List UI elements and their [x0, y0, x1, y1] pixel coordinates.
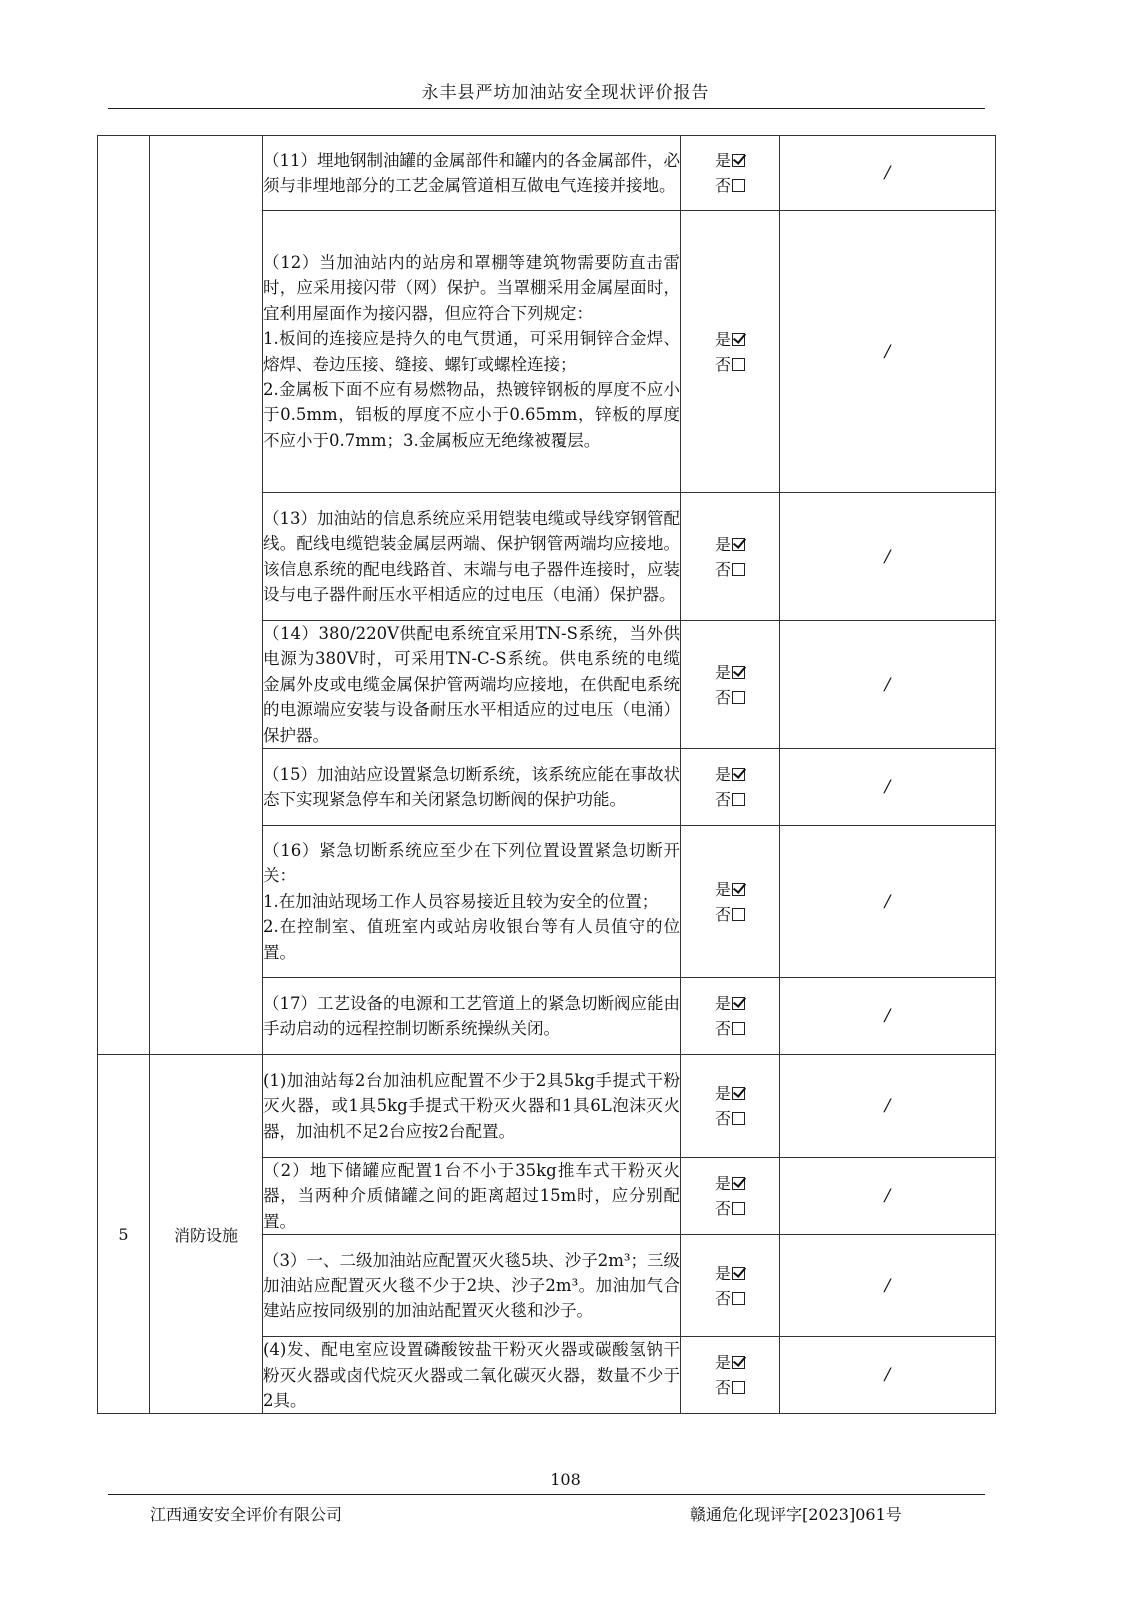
result-cell: / [780, 978, 996, 1055]
compliance-check [681, 1158, 780, 1235]
empty-box-icon [732, 1381, 745, 1394]
check-option-no [681, 557, 779, 582]
empty-box-icon [732, 793, 745, 806]
empty-box-icon [732, 179, 745, 192]
check-option-yes [681, 1350, 779, 1375]
empty-box-icon [732, 1112, 745, 1125]
section-category: 消防设施 [150, 1055, 263, 1414]
checked-box-icon [732, 1087, 745, 1100]
check-label-no: 否 [714, 1378, 731, 1398]
requirement-line: （17）工艺设备的电源和工艺管道上的紧急切断阀应能由手动启动的远程控制切断系统操纵关闭。 [263, 993, 680, 1039]
check-label-yes: 是 [714, 1263, 731, 1283]
requirement-line: 1.在加油站现场工作人员容易接近且较为安全的位置； [263, 891, 659, 911]
requirement-text [263, 1235, 681, 1337]
checked-box-icon [732, 768, 745, 781]
empty-box-icon [732, 908, 745, 921]
compliance-check [681, 211, 780, 493]
check-option-yes [681, 762, 779, 787]
requirement-line: 2.在控制室、值班室内或站房收银台等有人员值守的位置。 [263, 917, 680, 962]
requirement-text [263, 749, 681, 826]
checked-box-icon [732, 666, 745, 679]
result-cell: / [780, 136, 996, 211]
requirement-line: （11）埋地钢制油罐的金属部件和罐内的各金属部件，必须与非埋地部分的工艺金属管道相互做电气连接并接地。 [263, 150, 680, 195]
check-label-yes: 是 [714, 151, 731, 170]
result-cell: / [780, 211, 996, 493]
requirement-text [263, 978, 681, 1055]
footer-company: 江西通安安全评价有限公司 [150, 1505, 343, 1524]
requirement-text [263, 621, 681, 749]
checked-box-icon [732, 997, 745, 1010]
check-option-no [681, 1375, 779, 1400]
page-number: 108 [550, 1470, 581, 1489]
check-label-yes: 是 [714, 329, 731, 349]
compliance-check [681, 136, 780, 211]
compliance-check [681, 826, 780, 978]
section-index [98, 136, 150, 1055]
checked-box-icon [732, 154, 745, 167]
section-index: 5 [98, 1055, 150, 1414]
requirement-line: （15）加油站应设置紧急切断系统，该系统应能在事故状态下实现紧急停车和关闭紧急切断阀的保护功能。 [263, 764, 680, 810]
table-row [98, 1055, 996, 1158]
check-label-no: 否 [714, 1019, 731, 1039]
empty-box-icon [732, 1202, 745, 1215]
check-option-yes [681, 532, 779, 557]
checked-box-icon [732, 1267, 745, 1280]
check-label-no: 否 [714, 1109, 731, 1129]
requirement-text [263, 1158, 681, 1235]
requirement-text [263, 493, 681, 621]
table-body [98, 136, 996, 1414]
requirement-line: （12）当加油站内的站房和罩棚等建筑物需要防直击雷时，应采用接闪带（网）保护。当罩棚采用金属屋面时，宜利用屋面作为接闪器，但应符合下列规定： [263, 252, 680, 323]
result-cell: / [780, 1055, 996, 1158]
check-option-no [681, 685, 779, 710]
requirement-text [263, 826, 681, 978]
check-label-no: 否 [714, 904, 731, 924]
check-option-no [681, 902, 779, 927]
check-label-yes: 是 [714, 879, 731, 899]
requirement-line: （14）380/220V供配电系统宜采用TN-S系统，当外供电源为380V时，可采用TN-C-S系统。供电系统的电缆金属外皮或电缆金属保护管两端均应接地，在供配电系统的电源端应安装与设备耐压水平相适应的过电压（电涌）保护器。 [263, 624, 680, 745]
check-label-no: 否 [714, 176, 731, 195]
result-cell: / [780, 1235, 996, 1337]
check-option-yes [681, 148, 779, 173]
check-option-yes [681, 877, 779, 902]
check-option-yes [681, 327, 779, 352]
result-cell: / [780, 493, 996, 621]
requirement-text [263, 1055, 681, 1158]
empty-box-icon [732, 1292, 745, 1305]
result-cell: / [780, 826, 996, 978]
requirement-text [263, 211, 681, 493]
check-option-no [681, 787, 779, 812]
compliance-check [681, 621, 780, 749]
page-header-title: 永丰县严坊加油站安全现状评价报告 [421, 83, 710, 103]
check-option-yes [681, 991, 779, 1016]
check-option-no [681, 1016, 779, 1041]
check-option-no [681, 1106, 779, 1131]
check-label-yes: 是 [714, 534, 731, 554]
checked-box-icon [732, 1177, 745, 1190]
check-option-no [681, 352, 779, 377]
requirement-text [263, 1337, 681, 1414]
check-option-no [681, 1196, 779, 1221]
checked-box-icon [732, 333, 745, 346]
requirement-line: (4)发、配电室应设置磷酸铵盐干粉灭火器或碳酸氢钠干粉灭火器或卤代烷灭火器或二氧化碳灭火器，数量不少于2具。 [263, 1340, 680, 1411]
check-option-yes [681, 1261, 779, 1286]
compliance-check [681, 493, 780, 621]
requirement-line: （2）地下储罐应配置1台不小于35kg推车式干粉灭火器，当两种介质储罐之间的距离超过15m时，应分别配置。 [263, 1161, 680, 1231]
checked-box-icon [732, 883, 745, 896]
safety-check-table [97, 135, 996, 1414]
requirement-line: 1.板间的连接应是持久的电气贯通，可采用铜锌合金焊、熔焊、卷边压接、缝接、螺钉或螺栓连接； [263, 329, 680, 374]
check-label-yes: 是 [714, 662, 731, 682]
result-cell: / [780, 1158, 996, 1235]
empty-box-icon [732, 691, 745, 704]
compliance-check [681, 1337, 780, 1414]
section-category [150, 136, 263, 1055]
requirement-line: （13）加油站的信息系统应采用铠装电缆或导线穿钢管配线。配线电缆铠装金属层两端、保护钢管两端均应接地。该信息系统的配电线路首、末端与电子器件连接时，应装设与电子器件耐压水平相适应的过电压（电涌）保护器。 [263, 508, 680, 604]
check-label-no: 否 [714, 354, 731, 374]
compliance-check [681, 1055, 780, 1158]
result-cell: / [780, 1337, 996, 1414]
check-option-no [681, 1286, 779, 1311]
check-label-no: 否 [714, 1199, 731, 1219]
checked-box-icon [732, 1356, 745, 1369]
compliance-check [681, 1235, 780, 1337]
compliance-check [681, 978, 780, 1055]
check-label-yes: 是 [714, 765, 731, 785]
check-label-yes: 是 [714, 994, 731, 1014]
check-label-no: 否 [714, 790, 731, 810]
footer-divider [108, 1494, 985, 1495]
checked-box-icon [732, 538, 745, 551]
requirement-line: （16）紧急切断系统应至少在下列位置设置紧急切断开关： [263, 841, 680, 886]
compliance-check [681, 749, 780, 826]
check-option-yes [681, 660, 779, 685]
check-label-no: 否 [714, 559, 731, 579]
result-cell: / [780, 621, 996, 749]
requirement-line: (1)加油站每2台加油机应配置不少于2具5kg手提式干粉灭火器，或1具5kg手提式干粉灭火器和1具6L泡沫灭火器，加油机不足2台应按2台配置。 [263, 1070, 680, 1141]
empty-box-icon [732, 358, 745, 371]
table-row [98, 136, 996, 211]
check-option-yes [681, 1081, 779, 1106]
check-label-no: 否 [714, 1288, 731, 1308]
check-label-yes: 是 [714, 1174, 731, 1194]
requirement-line: 2.金属板下面不应有易燃物品，热镀锌钢板的厚度不应小于0.5mm，铝板的厚度不应小于0.65mm，锌板的厚度不应小于0.7mm；3.金属板应无绝缘被覆层。 [263, 379, 680, 450]
check-label-no: 否 [714, 687, 731, 707]
header-divider [108, 108, 985, 109]
check-option-no [681, 173, 779, 198]
check-label-yes: 是 [714, 1084, 731, 1104]
footer-report-number: 赣通危化现评字[2023]061号 [690, 1505, 902, 1524]
check-option-yes [681, 1171, 779, 1196]
requirement-text [263, 136, 681, 211]
requirement-line: （3）一、二级加油站应配置灭火毯5块、沙子2m³；三级加油站应配置灭火毯不少于2块、沙子2m³。加油加气合建站应按同级别的加油站配置灭火毯和沙子。 [263, 1250, 680, 1321]
check-label-yes: 是 [714, 1353, 731, 1373]
result-cell: / [780, 749, 996, 826]
empty-box-icon [732, 563, 745, 576]
empty-box-icon [732, 1022, 745, 1035]
